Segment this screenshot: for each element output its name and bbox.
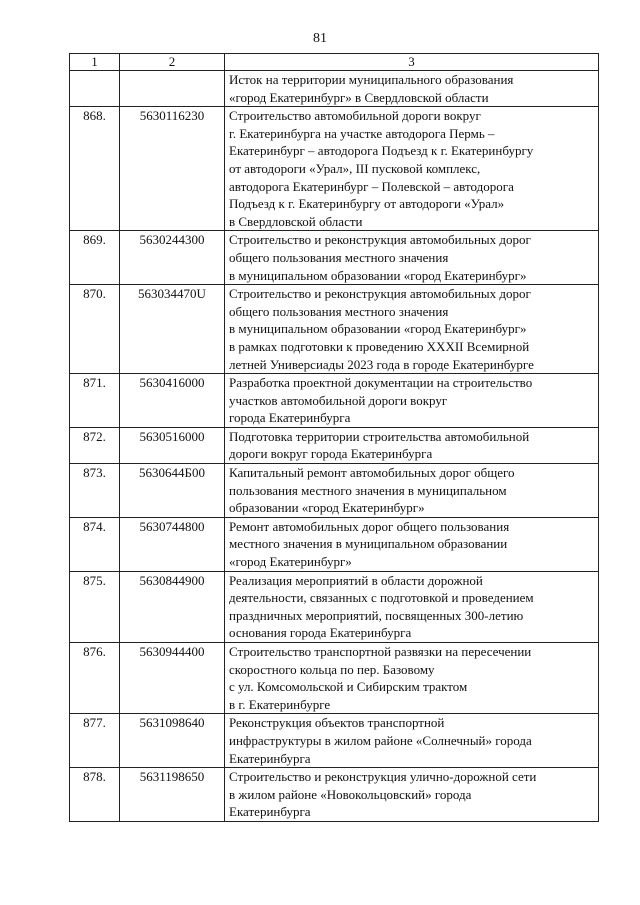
row-code: 5630516000 [120,427,225,463]
column-header-1: 1 [70,54,120,71]
row-code: 5630844900 [120,571,225,642]
budget-code-table [69,53,599,822]
row-code: 5630644Б00 [120,464,225,518]
table-row [70,71,599,107]
table-row [70,374,599,428]
table-row [70,231,599,285]
row-number [70,71,120,107]
table-row [70,571,599,642]
row-number: 868. [70,107,120,231]
row-code: 5630744800 [120,517,225,571]
row-description: Подготовка территории строительства автомобильной дороги вокруг города Екатеринбурга [225,427,599,463]
table-row [70,643,599,714]
row-description: Капитальный ремонт автомобильных дорог общего пользования местного значения в муниципальном образовании «город Екатеринбург» [225,464,599,518]
row-number: 872. [70,427,120,463]
row-code: 5630944400 [120,643,225,714]
row-code: 5630416000 [120,374,225,428]
table-row [70,464,599,518]
row-number: 873. [70,464,120,518]
table-row [70,285,599,374]
row-description: Строительство и реконструкция автомобильных дорог общего пользования местного значения в муниципальном образовании «город Екатеринбург» в рамках подготовки к проведению XXXII Всемирной летней Универсиады 2023 года в городе Екатеринбурге [225,285,599,374]
table-row [70,517,599,571]
table-row [70,768,599,822]
row-code: 5630244300 [120,231,225,285]
row-number: 876. [70,643,120,714]
row-description: Строительство автомобильной дороги вокруг г. Екатеринбурга на участке автодорога Пермь – Екатеринбург – автодорога Подъезд к г. Екатеринбургу от автодороги «Урал», III пусковой комплекс, автодорога Екатеринбург – Полевской – автодорога Подъезд к г. Екатеринбургу от автодороги «Урал» в Свердловской области [225,107,599,231]
row-number: 869. [70,231,120,285]
row-description: Исток на территории муниципального образования «город Екатеринбург» в Свердловской области [225,71,599,107]
row-number: 874. [70,517,120,571]
row-description: Строительство и реконструкция автомобильных дорог общего пользования местного значения в муниципальном образовании «город Екатеринбург» [225,231,599,285]
row-description: Строительство и реконструкция улично-дорожной сети в жилом районе «Новокольцовский» города Екатеринбурга [225,768,599,822]
row-description: Реконструкция объектов транспортной инфраструктуры в жилом районе «Солнечный» города Екатеринбурга [225,714,599,768]
page-number: 81 [313,31,327,46]
table-body [70,71,599,822]
row-number: 871. [70,374,120,428]
row-code: 5630116230 [120,107,225,231]
row-description: Строительство транспортной развязки на пересечении скоростного кольца по пер. Базовому с ул. Комсомольской и Сибирским трактом в г. Екатеринбурге [225,643,599,714]
table-row [70,107,599,231]
row-code: 5631098640 [120,714,225,768]
row-number: 870. [70,285,120,374]
row-code: 563034470U [120,285,225,374]
column-header-2: 2 [120,54,225,71]
column-header-3: 3 [225,54,599,71]
row-description: Разработка проектной документации на строительство участков автомобильной дороги вокруг города Екатеринбурга [225,374,599,428]
table-row [70,714,599,768]
row-description: Ремонт автомобильных дорог общего пользования местного значения в муниципальном образовании «город Екатеринбург» [225,517,599,571]
row-description: Реализация мероприятий в области дорожной деятельности, связанных с подготовкой и проведением праздничных мероприятий, посвященных 300-летию основания города Екатеринбурга [225,571,599,642]
row-code: 5631198650 [120,768,225,822]
row-number: 878. [70,768,120,822]
row-number: 875. [70,571,120,642]
row-code [120,71,225,107]
table-row [70,427,599,463]
row-number: 877. [70,714,120,768]
table-header-row [70,54,599,71]
